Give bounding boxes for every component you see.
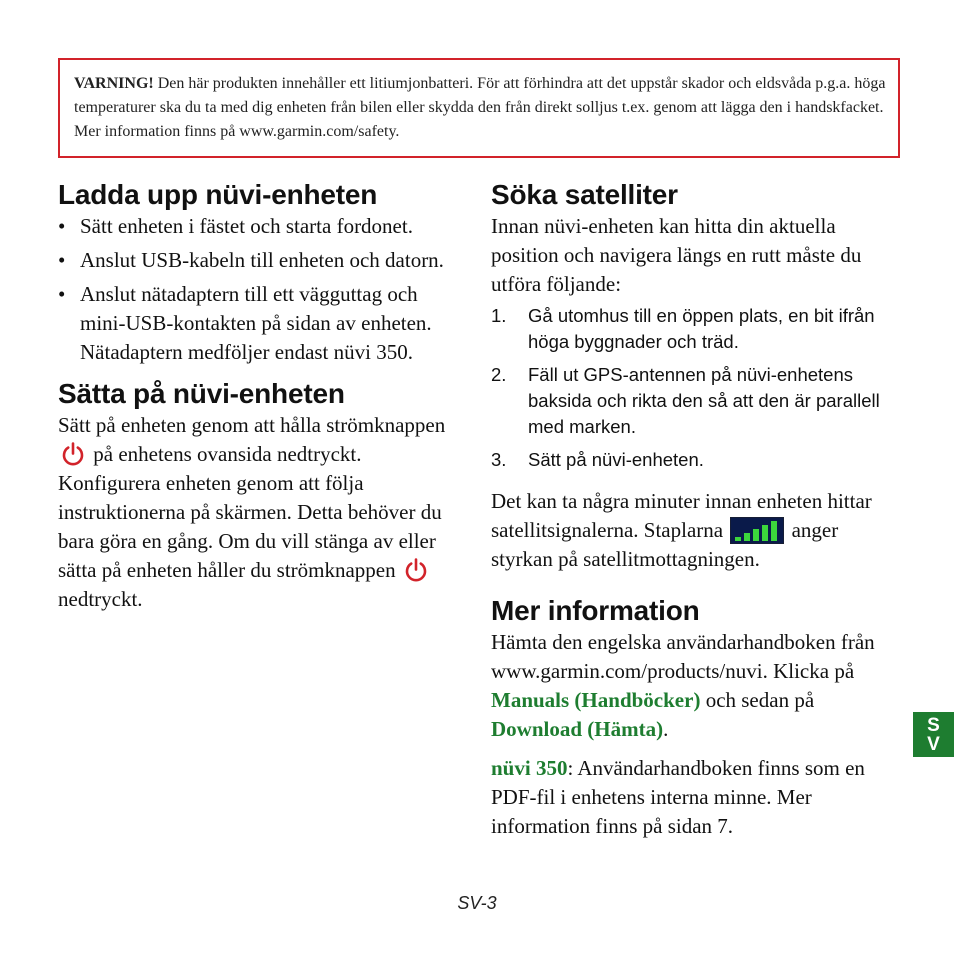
list-item: 3. Sätt på nüvi-enheten. <box>491 449 704 470</box>
charge-bullet-list <box>58 212 458 367</box>
more-info-paragraph: Hämta den engelska användarhandboken från www.garmin.com/products/nuvi. Klicka på Manuals (Handböcker) och sedan på Download (Hämta). <box>491 630 875 741</box>
signal-bars-icon <box>730 517 784 544</box>
list-item: • Sätt enheten i fästet och starta fordonet. <box>58 212 458 241</box>
warning-box <box>58 58 900 158</box>
heading-turn-on: Sätta på nüvi-enheten <box>58 378 345 409</box>
list-item: 2. Fäll ut GPS-antennen på nüvi-enhetens baksida och rikta den så att den är parallell med marken. <box>491 364 880 437</box>
left-column <box>58 178 458 614</box>
signal-bar <box>744 533 750 541</box>
warning-label: VARNING! <box>74 75 154 92</box>
signal-bar <box>762 525 768 541</box>
language-tab: S V <box>913 712 954 757</box>
heading-charge: Ladda upp nüvi-enheten <box>58 179 378 210</box>
model-note-paragraph: nüvi 350: Användarhandboken finns som en PDF-fil i enhetens interna minne. Mer information finns på sidan 7. <box>491 756 865 838</box>
bullet-icon: • <box>58 282 66 306</box>
power-icon <box>403 557 429 583</box>
heading-satellites: Söka satelliter <box>491 179 678 210</box>
satellite-steps <box>491 303 896 473</box>
manuals-link[interactable]: Manuals (Handböcker) <box>491 688 701 712</box>
list-item: 1. Gå utomhus till en öppen plats, en bit ifrån höga byggnader och träd. <box>491 305 875 352</box>
heading-more-info: Mer information <box>491 595 700 626</box>
bullet-icon: • <box>58 214 66 238</box>
satellites-intro: Innan nüvi-enheten kan hitta din aktuella position och navigera längs en rutt måste du utföra följande: <box>491 214 862 296</box>
power-icon <box>60 441 86 467</box>
page-number: SV-3 <box>457 893 497 913</box>
bullet-icon: • <box>58 248 66 272</box>
model-name: nüvi 350 <box>491 756 568 780</box>
right-column <box>491 178 896 841</box>
list-item: • Anslut USB-kabeln till enheten och datorn. <box>58 246 458 275</box>
download-link[interactable]: Download (Hämta) <box>491 717 664 741</box>
warning-text: Den här produkten innehåller ett litiumjonbatteri. För att förhindra att det uppstår skador och eldsvåda p.g.a. höga temperaturer ska du ta med dig enheten från bilen eller skydda den från direkt solljus t.ex. genom att lägga den i handskfacket. Mer information finns på www.garmin.com/safety. <box>74 75 886 140</box>
turn-on-paragraph: Sätt på enheten genom att hålla strömknappen på enhetens ovansida nedtryckt. Konfigurera enheten genom att följa instruktionerna på skärmen. Detta behöver du bara göra en gång. Om du vill stänga av eller sätta på enheten håller du strömknappen nedtryckt. <box>58 413 446 611</box>
signal-bar <box>735 537 741 541</box>
signal-bar <box>753 529 759 541</box>
list-item: • Anslut nätadaptern till ett vägguttag och mini-USB-kontakten på sidan av enheten. Nätadaptern medföljer endast nüvi 350. <box>58 282 432 364</box>
signal-bar <box>771 521 777 541</box>
satellites-note: Det kan ta några minuter innan enheten hittar satellitsignalerna. Staplarna anger styrkan på satellitmottagningen. <box>491 489 872 571</box>
